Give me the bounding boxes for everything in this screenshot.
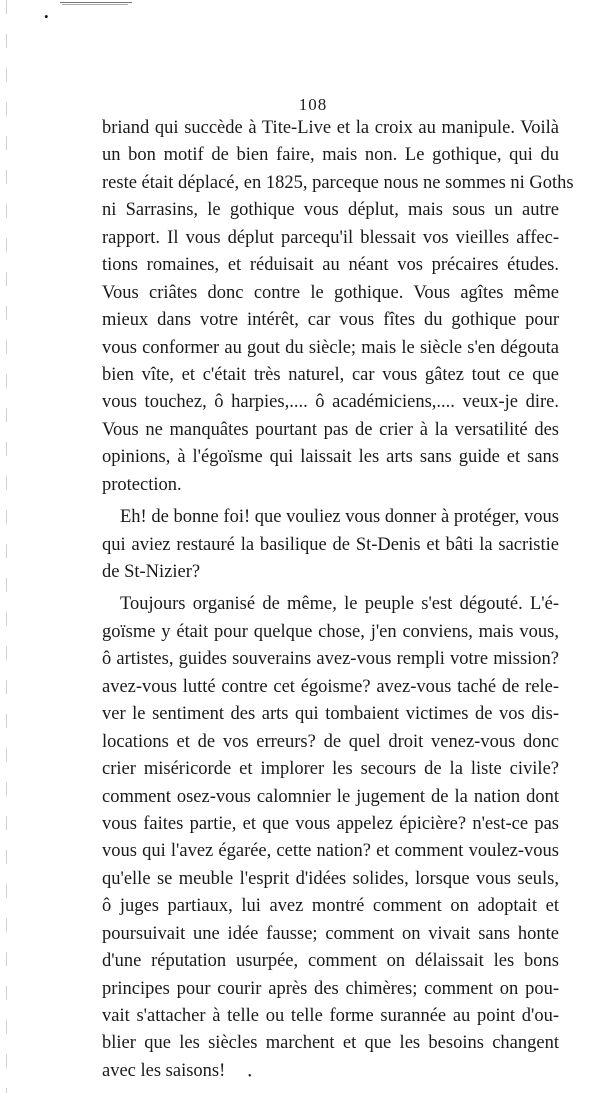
text-line: vait s'attacher à telle ou telle forme surannée au point d'ou- [102, 1006, 559, 1026]
text-line: vous faites partie, et que vous appelez épicière? n'est-ce pas [102, 813, 559, 834]
text-line: un bon motif de bien faire, mais non. Le gothique, qui du [102, 145, 559, 166]
text-line: mieux dans votre intérêt, car vous fîtes du gothique pour [102, 310, 559, 331]
text-line: qu'elle se meuble l'esprit d'idées solides, lorsque vous seuls, [102, 868, 559, 889]
text-line: de St-Nizier? [102, 562, 201, 582]
paragraph [102, 115, 574, 499]
corner-mark: • [44, 9, 49, 24]
text-line: tions romaines, et réduisait au néant vos précaires études. [102, 255, 559, 276]
top-rule [60, 2, 132, 3]
paragraph [102, 504, 559, 586]
text-line: crier miséricorde et implorer les secours de la liste civile? [102, 759, 559, 780]
text-line: qui aviez restauré la basilique de St-Denis et bâti la sacristie [102, 534, 559, 555]
text-line: rapport. Il vous déplut parcequ'il blessait vos vieilles affec- [102, 227, 559, 248]
scan-edge-shadow [6, 0, 7, 1093]
page-number [0, 95, 600, 115]
text-line: vous conformer au gout du siècle; mais le siècle s'en dégouta [102, 337, 559, 358]
text-line: reste était déplacé, en 1825, parceque nous ne sommes ni Goths [102, 172, 574, 193]
paragraph [102, 591, 559, 1085]
text-line: ô artistes, guides souverains avez-vous rempli votre mission? [102, 649, 559, 670]
text-line: blier que les siècles marchent et que les besoins changent [102, 1033, 559, 1054]
bottom-mark: • [248, 1071, 252, 1082]
text-line: Vous criâtes donc contre le gothique. Vous agîtes même [102, 282, 559, 303]
top-rule-secondary [62, 4, 128, 5]
text-line: d'une réputation usurpée, comment on délaissait les bons [102, 951, 559, 972]
text-line: Toujours organisé de même, le peuple s'est dégouté. L'é- [120, 594, 559, 615]
text-line: avez-vous lutté contre cet égoisme? avez-vous taché de rele- [102, 676, 559, 697]
text-line: comment osez-vous calomnier le jugement de la nation dont [102, 786, 559, 807]
text-line: ô juges partiaux, lui avez montré comment on adoptait et [102, 896, 559, 917]
text-line: briand qui succède à Tite-Live et la croix au manipule. Voilà [102, 118, 559, 138]
text-line: poursuivait une idée fausse; comment on vivait sans honte [102, 923, 559, 944]
text-line: ver le sentiment des arts qui tombaient victimes de vos dis- [102, 704, 559, 725]
text-line: avec les saisons! [102, 1060, 226, 1081]
text-line: ni Sarrasins, le gothique vous déplut, mais sous un autre [102, 200, 559, 221]
text-line: goïsme y était pour quelque chose, j'en conviens, mais vous, [102, 621, 559, 642]
text-line: vous touchez, ô harpies,.... ô académiciens,.... veux-je dire. [102, 392, 559, 413]
body-text [102, 115, 574, 1085]
text-line: Eh! de bonne foi! que vouliez vous donner à protéger, vous [120, 507, 559, 528]
text-line: opinions, à l'égoïsme qui laissait les arts sans guide et sans [102, 447, 559, 468]
text-line: bien vîte, et c'était très naturel, car vous gâtez tout ce que [102, 364, 559, 385]
page-number-text: 108 [298, 95, 328, 114]
text-line: protection. [102, 474, 182, 495]
text-line: Vous ne manquâtes pourtant pas de crier à la versatilité des [102, 419, 559, 440]
text-line: locations et de vos erreurs? de quel droit venez-vous donc [102, 731, 559, 752]
text-line: vous qui l'avez égarée, cette nation? et comment voulez-vous [102, 841, 559, 862]
text-line: principes pour courir après des chimères; comment on pou- [102, 978, 559, 999]
